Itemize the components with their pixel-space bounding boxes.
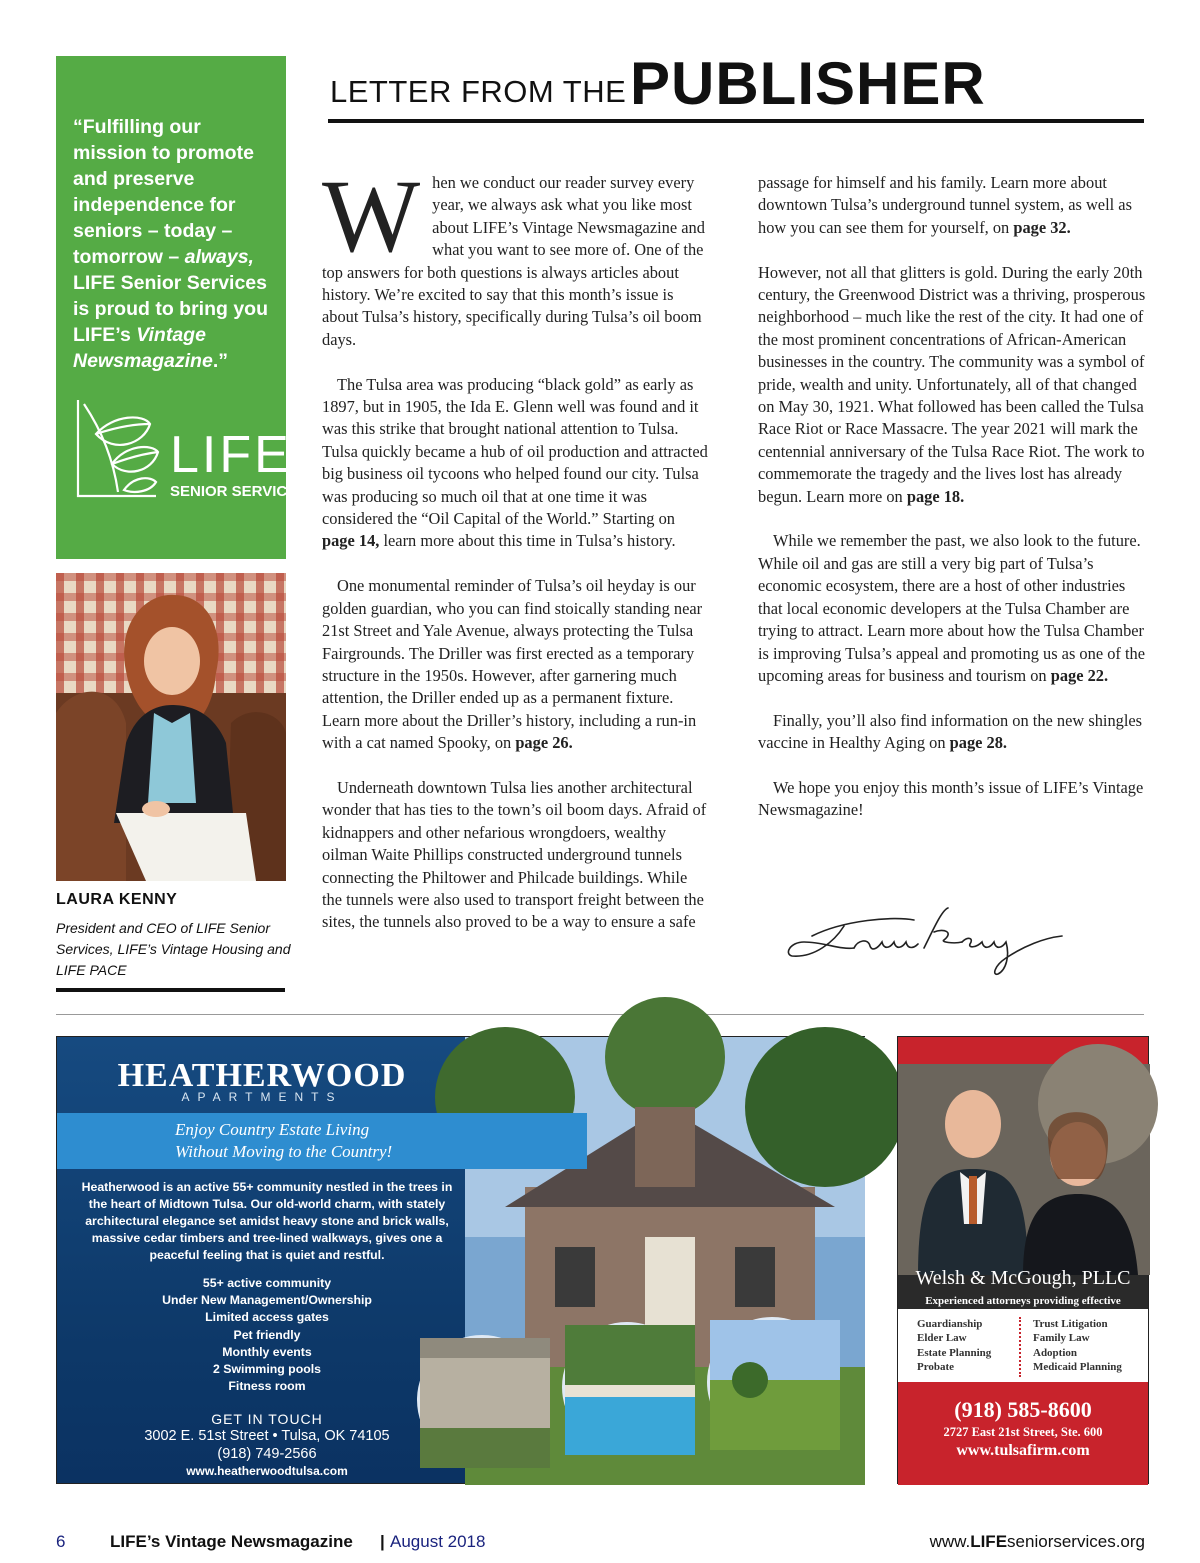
heatherwood-contact — [117, 1427, 417, 1463]
page-ref: page 18. — [906, 486, 965, 506]
welsh-name: Welsh & McGough, PLLC — [915, 1267, 1131, 1289]
quote-box — [56, 56, 308, 559]
section-divider — [56, 1014, 1144, 1015]
practice-list-right: Trust Litigation Family Law Adoption Medicaid Planning — [1033, 1318, 1122, 1373]
publisher-name: LAURA KENNY — [56, 891, 178, 908]
heatherwood-phone[interactable]: (918) 749-2566 — [217, 1446, 317, 1462]
welsh-address: 2727 East 21st Street, Ste. 600 — [943, 1425, 1103, 1439]
article-paragraph: However, not all that glitters is gold. During the early 20th century, the Greenwood District was a thriving, prosperous neighborhood – much like the rest of the city. It had one of the most prominent concentrations of African-American businesses in the country. The community was a symbol of pride, wealth and unity. Unfortunately, all of that changed on May 30, 1921. What followed has been called the Tulsa Race Riot or Race Massacre. The year 2021 will mark the centennial anniversary of the Tulsa Race Riot. The work to commemorate the tragedy and the lives lost has already begun. Learn more on page 18. — [758, 262, 1146, 506]
magazine-name: LIFE’s Vintage Newsmagazine — [110, 1532, 353, 1551]
heatherwood-ad[interactable] — [56, 1036, 865, 1484]
heatherwood-website[interactable]: www.heatherwoodtulsa.com — [186, 1464, 348, 1478]
heatherwood-subtitle: APARTMENTS — [181, 1090, 343, 1104]
title-prefix: LETTER FROM THE — [330, 74, 627, 109]
welsh-photo — [898, 1064, 1148, 1275]
page-ref: page 32. — [1013, 217, 1071, 237]
heatherwood-circle-photo — [562, 1322, 692, 1452]
practice-list-left: Guardianship Elder Law Estate Planning Probate — [917, 1318, 992, 1373]
welsh-practice-areas — [898, 1309, 1148, 1389]
title-rule — [328, 119, 1144, 123]
life-logo — [74, 394, 308, 504]
page-ref: page 22. — [1050, 665, 1109, 685]
issue-date: August 2018 — [390, 1532, 486, 1551]
heatherwood-description: Heatherwood is an active 55+ community nestled in the trees in the heart of Midtown Tulsa. Our old-world charm, with stately architectural elegance set amidst heavy stone and brick walls, massive cedar timbers and tree-lined walkways, gives one a peaceful feeling that is quiet and restful. — [81, 1180, 453, 1262]
caption-rule — [56, 988, 285, 992]
title-main: PUBLISHER — [630, 50, 986, 117]
page-ref: page 26. — [515, 733, 573, 753]
page-ref: page 28. — [949, 733, 1008, 753]
logo-tagline: SENIOR SERVICES — [170, 483, 308, 500]
article-paragraph: Underneath downtown Tulsa lies another architectural wonder that has ties to the town’s oil boom days. Afraid of kidnappers and other nefarious wrongdoers, wealthy oilman Waite Phillips constructed underground tunnels connecting the Philtower and Philcade buildings. While the tunnels were also used to transport freight between the sites, the tunnels also proved to be a way to ensure a safe — [322, 777, 707, 932]
logo-wordmark: LIFE — [170, 426, 292, 484]
article-paragraph: Finally, you’ll also find information on the new shingles vaccine in Healthy Aging on page 28. — [758, 710, 1143, 753]
article-paragraph: One monumental reminder of Tulsa’s oil heyday is our golden guardian, who you can find stoically standing near 21st Street and Yale Avenue, always protecting the Tulsa Fairgrounds. The Driller was first erected as a temporary structure in the 1950s. However, after garnering much attention, the Driller ended up as a permanent fixture. Learn more about the Driller’s history, including a run-in with a cat named Spooky, on page 26. — [322, 576, 703, 753]
page-ref: page 14, — [322, 531, 380, 551]
drop-cap: W — [322, 159, 421, 274]
pull-quote: “Fulfilling our mission to promote and preserve independence for seniors – today – tomorrow – always, LIFE Senior Services is proud to bring you LIFE’s Vintage Newsmagazine.” — [73, 116, 268, 372]
welsh-phone[interactable]: (918) 585-8600 — [954, 1397, 1092, 1422]
heatherwood-address: 3002 E. 51st Street • Tulsa, OK 74105 — [144, 1428, 390, 1444]
page-number: 6 — [56, 1532, 66, 1551]
article-paragraph: passage for himself and his family. Learn more about downtown Tulsa’s underground tunnel system, as well as how you can see them for yourself, on page 32. — [758, 173, 1132, 237]
page-title — [328, 48, 1148, 122]
welsh-contact — [898, 1382, 1148, 1485]
heatherwood-circle-photo — [417, 1335, 547, 1465]
publisher-role: President and CEO of LIFE Senior Services, LIFE’s Vintage Housing and LIFE PACE — [56, 920, 291, 978]
welsh-mcgough-ad[interactable] — [897, 1036, 1149, 1484]
article-paragraph: While we remember the past, we also look to the future. While oil and gas are still a very big part of Tulsa’s economic ecosystem, there are a host of other industries that local economic developers at the Tulsa Chamber are trying to attract. Learn more about how the Tulsa Chamber is improving Tulsa’s appeal and promoting us as one of the upcoming areas for business and tourism on page 22. — [758, 531, 1145, 685]
article-paragraph: We hope you enjoy this month’s issue of LIFE’s Vintage Newsmagazine! — [758, 777, 1144, 820]
footer-separator: | — [380, 1532, 385, 1551]
publisher-photo — [56, 573, 286, 881]
practice-separator — [1019, 1317, 1021, 1377]
footer-website[interactable]: www.LIFEseniorservices.org — [929, 1532, 1145, 1551]
heatherwood-tagline: Enjoy Country Estate Living Without Moving to the Country! — [57, 1113, 587, 1169]
publisher-signature — [784, 898, 1074, 982]
heatherwood-name: HEATHERWOOD — [117, 1057, 407, 1094]
heatherwood-features: 55+ active community Under New Management/Ownership Limited access gates Pet friendly Monthly events 2 Swimming pools Fitness room — [162, 1276, 372, 1394]
article-paragraph: The Tulsa area was producing “black gold” as early as 1897, but in 1905, the Ida E. Glenn well was found and it was this strike that brought national attention to Tulsa. Tulsa quickly became a hub of oil production and attracted big business oil tycoons who helped found our city. Tulsa was producing so much oil that at one time it was considered the “Oil Capital of the World.” Starting on page 14, learn more about this time in Tulsa’s history. — [322, 374, 708, 551]
article-column-1 — [322, 159, 710, 956]
heatherwood-get-in-touch: GET IN TOUCH — [211, 1411, 323, 1427]
welsh-website[interactable]: www.tulsafirm.com — [956, 1442, 1090, 1459]
article-column-2 — [758, 172, 1146, 844]
article-paragraph: When we conduct our reader survey every year, we always ask what you like most about LIFE’s Vintage Newsmagazine and what you want to see more of. One of the top answers for both questions is always articles about history. We’re excited to say that this month’s issue is about Tulsa’s history, specifically during Tulsa’s oil boom days. — [322, 159, 705, 349]
heatherwood-circle-photo — [707, 1317, 837, 1447]
welsh-tagline: Experienced attorneys providing effective — [925, 1295, 1121, 1307]
